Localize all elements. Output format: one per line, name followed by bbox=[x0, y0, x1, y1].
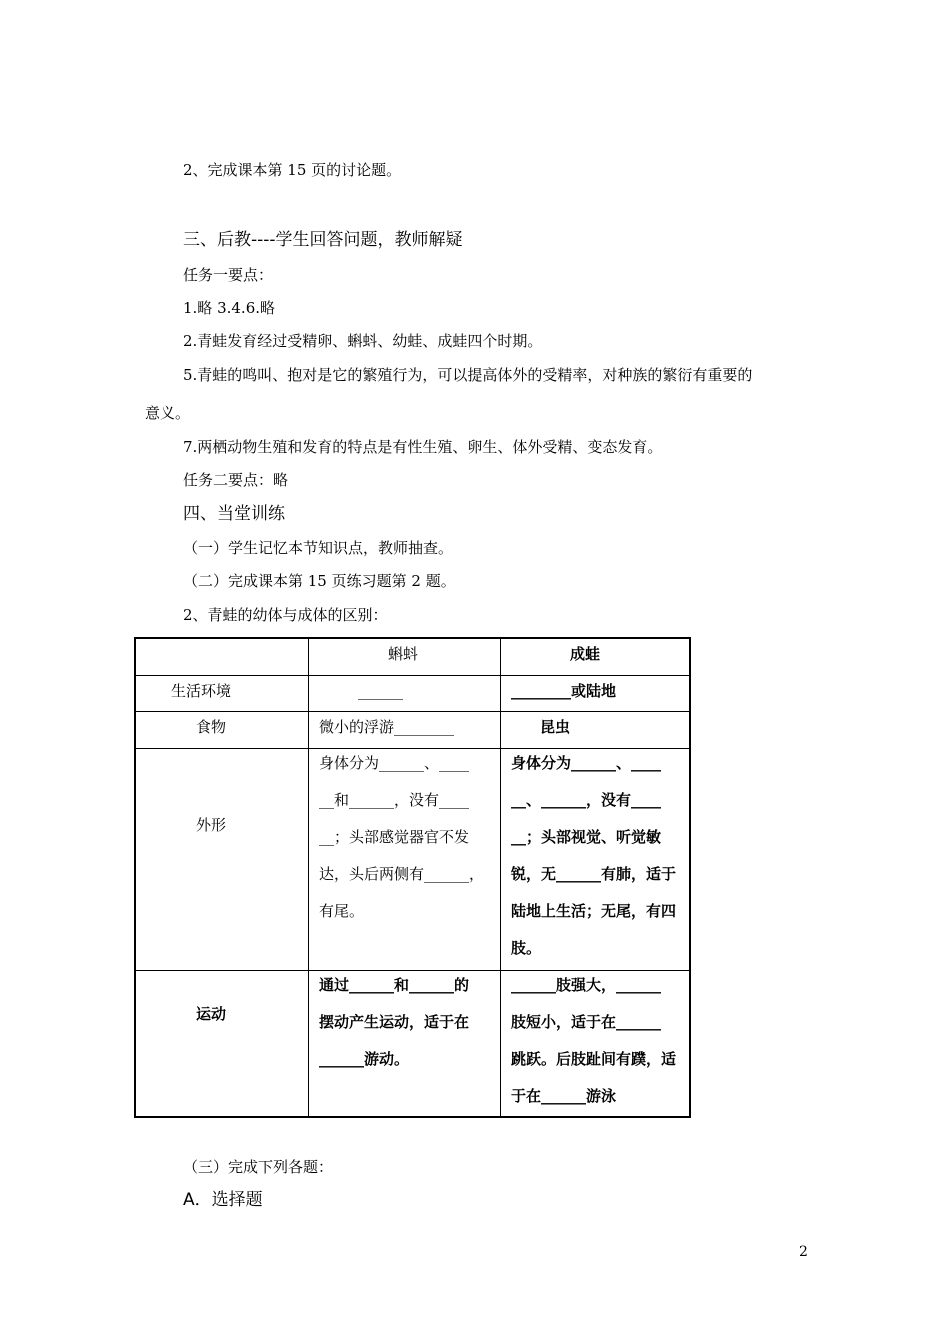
header-tadpole: 蝌蚪 bbox=[388, 645, 419, 663]
task-line: 2、完成课本第 15 页的讨论题。 bbox=[183, 161, 402, 179]
row-label-shape: 外形 bbox=[196, 816, 227, 834]
exercise-1: （一）学生记忆本节知识点，教师抽查。 bbox=[183, 539, 454, 557]
row-label-food: 食物 bbox=[196, 718, 227, 736]
task1-title: 任务一要点： bbox=[183, 266, 274, 284]
section-heading-a: A．选择题 bbox=[183, 1190, 263, 1210]
row-label-movement: 运动 bbox=[196, 1005, 227, 1023]
point-1: 1.略 3.4.6.略 bbox=[183, 299, 276, 317]
frog-food: 昆虫 bbox=[540, 718, 571, 736]
comparison-table bbox=[134, 637, 691, 1118]
task2-title: 任务二要点：略 bbox=[183, 471, 289, 489]
header-frog: 成蛙 bbox=[570, 645, 601, 663]
tadpole-habitat: ______ bbox=[358, 682, 403, 700]
point-2: 2.青蛙发育经过受精卵、蝌蚪、幼蛙、成蛙四个时期。 bbox=[183, 332, 543, 350]
exercise-3: （三）完成下列各题： bbox=[183, 1158, 334, 1176]
tadpole-food: 微小的浮游________ bbox=[319, 718, 455, 736]
question-2: 2、青蛙的幼体与成体的区别： bbox=[183, 606, 388, 624]
point-7: 7.两栖动物生殖和发育的特点是有性生殖、卵生、体外受精、变态发育。 bbox=[183, 438, 663, 456]
section-heading-3: 三、后教----学生回答问题，教师解疑 bbox=[183, 230, 463, 250]
tadpole-movement: 通过______和______的 摆动产生运动，适于在 ______游动。 bbox=[319, 976, 470, 1068]
point-5-cont: 意义。 bbox=[145, 404, 191, 422]
frog-movement: ______肢强大，______ 肢短小，适于在______ 跳跃。后肢趾间有蹼，适 于在______游泳 bbox=[511, 976, 677, 1105]
frog-shape: 身体分为______、____ __、______，没有____ __；头部视觉、听觉敏 锐，无______有肺，适于 陆地上生活；无尾，有四 肢。 bbox=[511, 754, 677, 957]
exercise-2: （二）完成课本第 15 页练习题第 2 题。 bbox=[183, 572, 456, 590]
section-heading-4: 四、当堂训练 bbox=[183, 504, 285, 524]
row-label-habitat: 生活环境 bbox=[171, 682, 232, 700]
tadpole-shape: 身体分为______、____ __和______，没有____ __；头部感觉器官不发 达，头后两侧有______， 有尾。 bbox=[319, 754, 485, 920]
point-5: 5.青蛙的鸣叫、抱对是它的繁殖行为，可以提高体外的受精率，对种族的繁衍有重要的 bbox=[183, 366, 753, 384]
page-number: 2 bbox=[799, 1244, 808, 1260]
frog-habitat: ________或陆地 bbox=[511, 682, 617, 700]
